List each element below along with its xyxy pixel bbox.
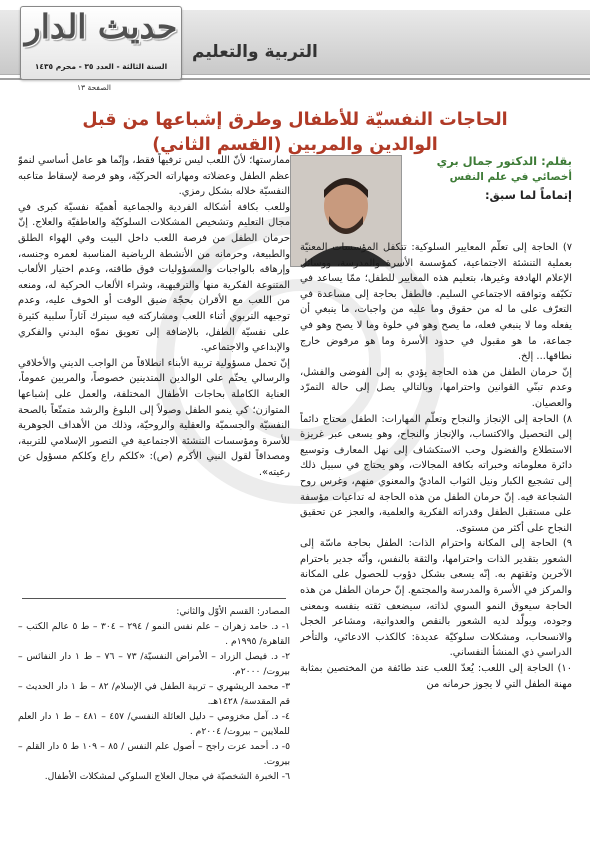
title-line-2: الوالدين والمربين (القسم الثاني): [152, 135, 438, 155]
title-line-1: الحاجات النفسيّة للأطفال وطرق إشباعها من قبل: [82, 110, 508, 130]
author-name: بقلم: الدكتور جمال بري: [436, 154, 572, 168]
author-role: أخصائي في علم النفس: [449, 171, 572, 183]
paragraph-conclusion: إنّ تحمل مسؤولية تربية الأبناء انطلاقاً من الواجب الديني والأخلاقي والرسالي يحتّم على الوالدين المتدينين خصوصاً، والمربين عموماً، العناية الكاملة بحاجات الأطفال المختلفة، والعمل على إشباعها المتوازن؛ كي ينمو الطفل وصولاً إلى البلوغ والرشد متمتّعاً بالصحة النفسيّة والجسميّة والعقلية والروحيّة، وذلك من الأهداف الجوهرية للأسرة ومؤسسات التنشئة الاجتماعية في التصور الإسلامي للتربية، ومصداقاً لقول النبي الأكرم (ص): «كلكم راع وكلكم مسؤول عن رعيته».: [18, 357, 290, 478]
paragraph-need-9: ٩) الحاجة إلى المكانة واحترام الذات: الطفل بحاجة ماسّة إلى الشعور بتقدير الذات واحترامها، والثقة بالنفس، وأنّه جدير باحترام الآخرين وثقتهم به. إنّه يسعى بشكل دؤوب للحصول على المكانة والمركز في الأسرة والمدرسة والمجتمع. إنّ حرمان الطفل من هذه الحاجة سيعوق النمو السوي لذاته، سيضعف ثقته بنفسه وبمعنى وجوده، ويولّد لديه الشعور بالنقص والعدوانية، ومشاعر الخجل والانسحاب، ومشكلات سلوكيّة عديدة: كالكذب الادعائي، والتأخر الدراسي ذي المنشأ النفساني.: [300, 538, 572, 659]
left-column-text: [18, 153, 290, 583]
references-list: [18, 604, 290, 834]
paragraph-play-importance: وللعب بكافة أشكاله الفردية والجماعية أهميّة نفسيّة كبرى في مجال التعليم وتشخيص المشكلات السلوكيّة والعاطفيّة والعلاج. إنّ حرمان الطفل من فرصة اللعب داخل البيت وفي الهواء الطلق والطبيعة، وحرمانه من الأنشطة الرياضية المناسبة لعمره وجنسه، وإرهاقه بالواجبات والمسؤوليات فوق طاقته، وعدم اختيار الألعاب المتنوعة الفكرية منها والترفيهية، وشراء الألعاب الحركية له، ومنعه من اللعب مع الأقران بحجّة ضيق الوقت أو الخوف عليه، وعدم توجيهه التربوي أثناء اللعب ومشاركته فيه سيترك آثاراً سلبية كثيرة على نفسيّة الطفل، بالإضافة إلى تعويق نموّه البدني والفكري والإبداعي والاجتماعي.: [18, 201, 290, 354]
magazine-logo: [20, 6, 182, 80]
intro-label: إتماماً لما سبق:: [484, 188, 572, 202]
reference-item: ٣- محمد الريشهري – تربية الطفل في الإسلام/ ٨٢ – ط ١ دار الحديث – قم المقدسة/ ١٤٢٨هـ.: [18, 681, 290, 707]
paragraph-need-7-consequence: إنّ حرمان الطفل من هذه الحاجة يؤدي به إلى الفوضى والفشل، وعدم تبنّي القوانين واحترامها، وبالتالي يصل إلى حالة التمرّد والعصيان.: [300, 366, 572, 409]
paragraph-need-7: ٧) الحاجة إلى تعلّم المعايير السلوكية: تتكفل المؤسسات المعنيّة بعملية التنشئة الاجتماعية، كمؤسسة الأسرة والمدرسة، ووسائل الإعلام الهادفة وغيرها، بتعليم هذه المعايير للطفل؛ ممّا يساعد في تكيّفه وتوافقه الاجتماعي السليم. فالطفل بحاجة إلى مساعدة في التعرّف على ما له من حقوق وما عليه من واجبات، ما ينبغي أن يفعله وما لا ينبغي فعله، ما يصح وهو في خلوة وما لا يصح وهو في جماعة، ما هو مقبول في حدود الأسرة وما هو مرفوض خارج نطاقها... إلخ.: [300, 242, 572, 363]
references-divider: [22, 598, 286, 599]
reference-item: ٦- الخبرة الشخصيّة في مجال العلاج السلوكي لمشكلات الأطفال.: [44, 771, 290, 782]
paragraph-play-cont: ممارستها؛ لأنّ اللعب ليس ترفيهاً فقط، وإنّما هو عامل أساسي لنموّ عظم الطفل وعضلاته ومهاراته الحركيّة، وهو فرصة لإسقاط متاعبه النفسيّة خلاله بشكل رمزي.: [18, 155, 290, 198]
page-number: الصفحة ١٣: [77, 83, 111, 92]
logo-text: حديث الدار: [24, 7, 178, 46]
reference-item: ١- د. حامد زهران – علم نفس النمو / ٢٩٤ – ٣٠٤ – ط ٥ عالم الكتب – القاهرة/ ١٩٩٥م .: [18, 621, 290, 647]
reference-item: ٥- د. أحمد عزت راجح – أصول علم النفس / ٨٥ – ١٠٩ ط ٥ دار القلم – بيروت.: [18, 741, 290, 767]
references-heading: المصادر: القسم الأوّل والثاني:: [176, 606, 290, 617]
article-title: [0, 108, 590, 158]
paragraph-need-10: ١٠) الحاجة إلى اللعب: يُعدّ اللعب عند طائفة من المختصين بمثابة مهنة الطفل التي لا يجوز حرمانه من: [300, 663, 572, 690]
paragraph-need-8: ٨) الحاجة إلى الإنجاز والنجاح وتعلّم المهارات: الطفل محتاج دائماً إلى التحصيل والاكتساب، والإنجاز والنجاح، وهو يسعى عبر غريزة الاستطلاع والفضول وحب الاستكشاف إلى نهل المعارف وتوسيع دائرة معلوماته وخبراته بكافة المجالات، وهو يحتاج في سبيل ذلك إلى تشجيع الكبار ونيل الثواب الماديّ والمعنوي منهم، وغرس روح الشجاعة فيه. إنّ حرمان الطفل من هذه الحاجة له تداعيات مؤسفة على مستقبل الطفل وقدراته الفكرية والعلمية، والعجز عن تحقيق النجاح على أكثر من مستوى.: [300, 413, 572, 534]
section-title: التربية والتعليم: [192, 42, 318, 62]
issue-info: السنة الثالثة - العدد ٣٥ - محرم ١٤٣٥: [34, 62, 168, 71]
reference-item: ٤- د. آمل مخزومي – دليل العائلة النفسي/ ٤٥٧ – ٤٨١ – ط ١ دار العلم للملايين – بيروت/ ٢٠٠٤م .: [18, 711, 290, 737]
reference-item: ٢- د. فيصل الزراد – الأمراض النفسيّة/ ٧٣ – ٧٦ – ط ١ دار النفائس – بيروت/ ٢٠٠٠م.: [18, 651, 290, 677]
right-column-text: [300, 240, 572, 840]
page-header: [0, 0, 590, 105]
